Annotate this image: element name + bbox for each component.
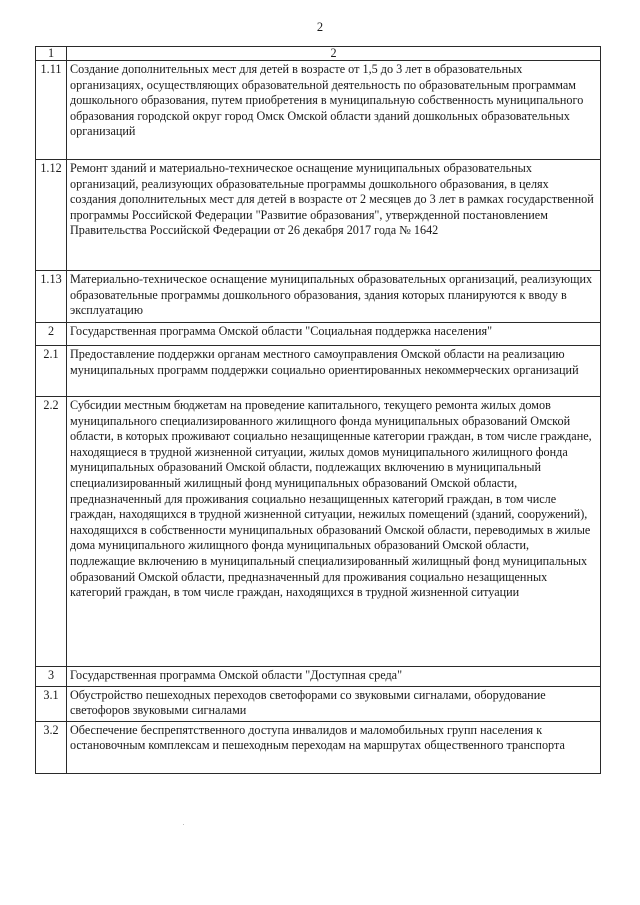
scan-speck xyxy=(183,824,184,825)
table-row xyxy=(36,271,601,323)
column-header-number: 1 xyxy=(36,47,67,61)
row-text: Ремонт зданий и материально-техническое оснащение муниципальных образовательных организаций, реализующих образовательные программы дошкольного образования, в целях создания дополнительных мест для детей в возрасте от 2 месяцев до 3 лет в рамках государственной программы Российской Федерации "Развитие образования", утвержденной постановлением Правительства Российской Федерации от 26 декабря 2017 года № 1642 xyxy=(67,160,601,271)
row-number: 2.2 xyxy=(36,397,67,667)
table-row xyxy=(36,323,601,346)
page-number: 2 xyxy=(316,20,324,34)
row-text: Государственная программа Омской области "Социальная поддержка населения" xyxy=(67,323,601,346)
row-text: Государственная программа Омской области "Доступная среда" xyxy=(67,667,601,687)
row-number: 1.13 xyxy=(36,271,67,323)
row-number: 1.11 xyxy=(36,61,67,160)
row-text: Обустройство пешеходных переходов светофорами со звуковыми сигналами, оборудование светофоров звуковыми сигналами xyxy=(67,686,601,721)
table-row xyxy=(36,346,601,397)
row-text: Субсидии местным бюджетам на проведение капитального, текущего ремонта жилых домов муниципального специализированного жилищного фонда муниципальных образований Омской области, в которых проживают социально незащищенные категории граждан, в том числе граждане, находящиеся в трудной жизненной ситуации, жилых домов муниципального жилищного фонда муниципальных образований Омской области, подлежащих включению в муниципальный специализированный жилищный фонд муниципальных образований Омской области, предназначенный для проживания социально незащищенных категорий граждан, в том числе граждан, находящихся в трудной жизненной ситуации, нежилых помещений (зданий, сооружений), находящихся в собственности муниципальных образований Омской области, переводимых в жилые дома муниципального жилищного фонда муниципальных образований Омской области, подлежащие включению в муниципальный специализированный жилищный фонд муниципальных образований Омской области, предназначенный для проживания социально незащищенных категорий граждан, в том числе граждан, находящихся в трудной жизненной ситуации xyxy=(67,397,601,667)
row-text: Предоставление поддержки органам местного самоуправления Омской области на реализацию муниципальных программ поддержки социально ориентированных некоммерческих организаций xyxy=(67,346,601,397)
row-text: Материально-техническое оснащение муниципальных образовательных организаций, реализующих образовательные программы дошкольного образования, здания которых планируются к вводу в эксплуатацию xyxy=(67,271,601,323)
table-row xyxy=(36,686,601,721)
table-row xyxy=(36,721,601,773)
table-row xyxy=(36,667,601,687)
row-number: 1.12 xyxy=(36,160,67,271)
table-header-row xyxy=(36,47,601,61)
row-number: 2 xyxy=(36,323,67,346)
row-number: 3 xyxy=(36,667,67,687)
row-text: Создание дополнительных мест для детей в возрасте от 1,5 до 3 лет в образовательных организациях, осуществляющих образовательной деятельность по образовательным программам дошкольного образования, путем приобретения в муниципальную собственность муниципального образования городской округ город Омск Омской области зданий дошкольных образовательных организаций xyxy=(67,61,601,160)
row-number: 3.1 xyxy=(36,686,67,721)
row-number: 2.1 xyxy=(36,346,67,397)
row-number: 3.2 xyxy=(36,721,67,773)
row-text: Обеспечение беспрепятственного доступа инвалидов и маломобильных групп населения к остановочным комплексам и пешеходным переходам на маршрутах общественного транспорта xyxy=(67,721,601,773)
program-table xyxy=(35,46,601,774)
table-row xyxy=(36,160,601,271)
table-row xyxy=(36,61,601,160)
table-row xyxy=(36,397,601,667)
column-header-description: 2 xyxy=(67,47,601,61)
